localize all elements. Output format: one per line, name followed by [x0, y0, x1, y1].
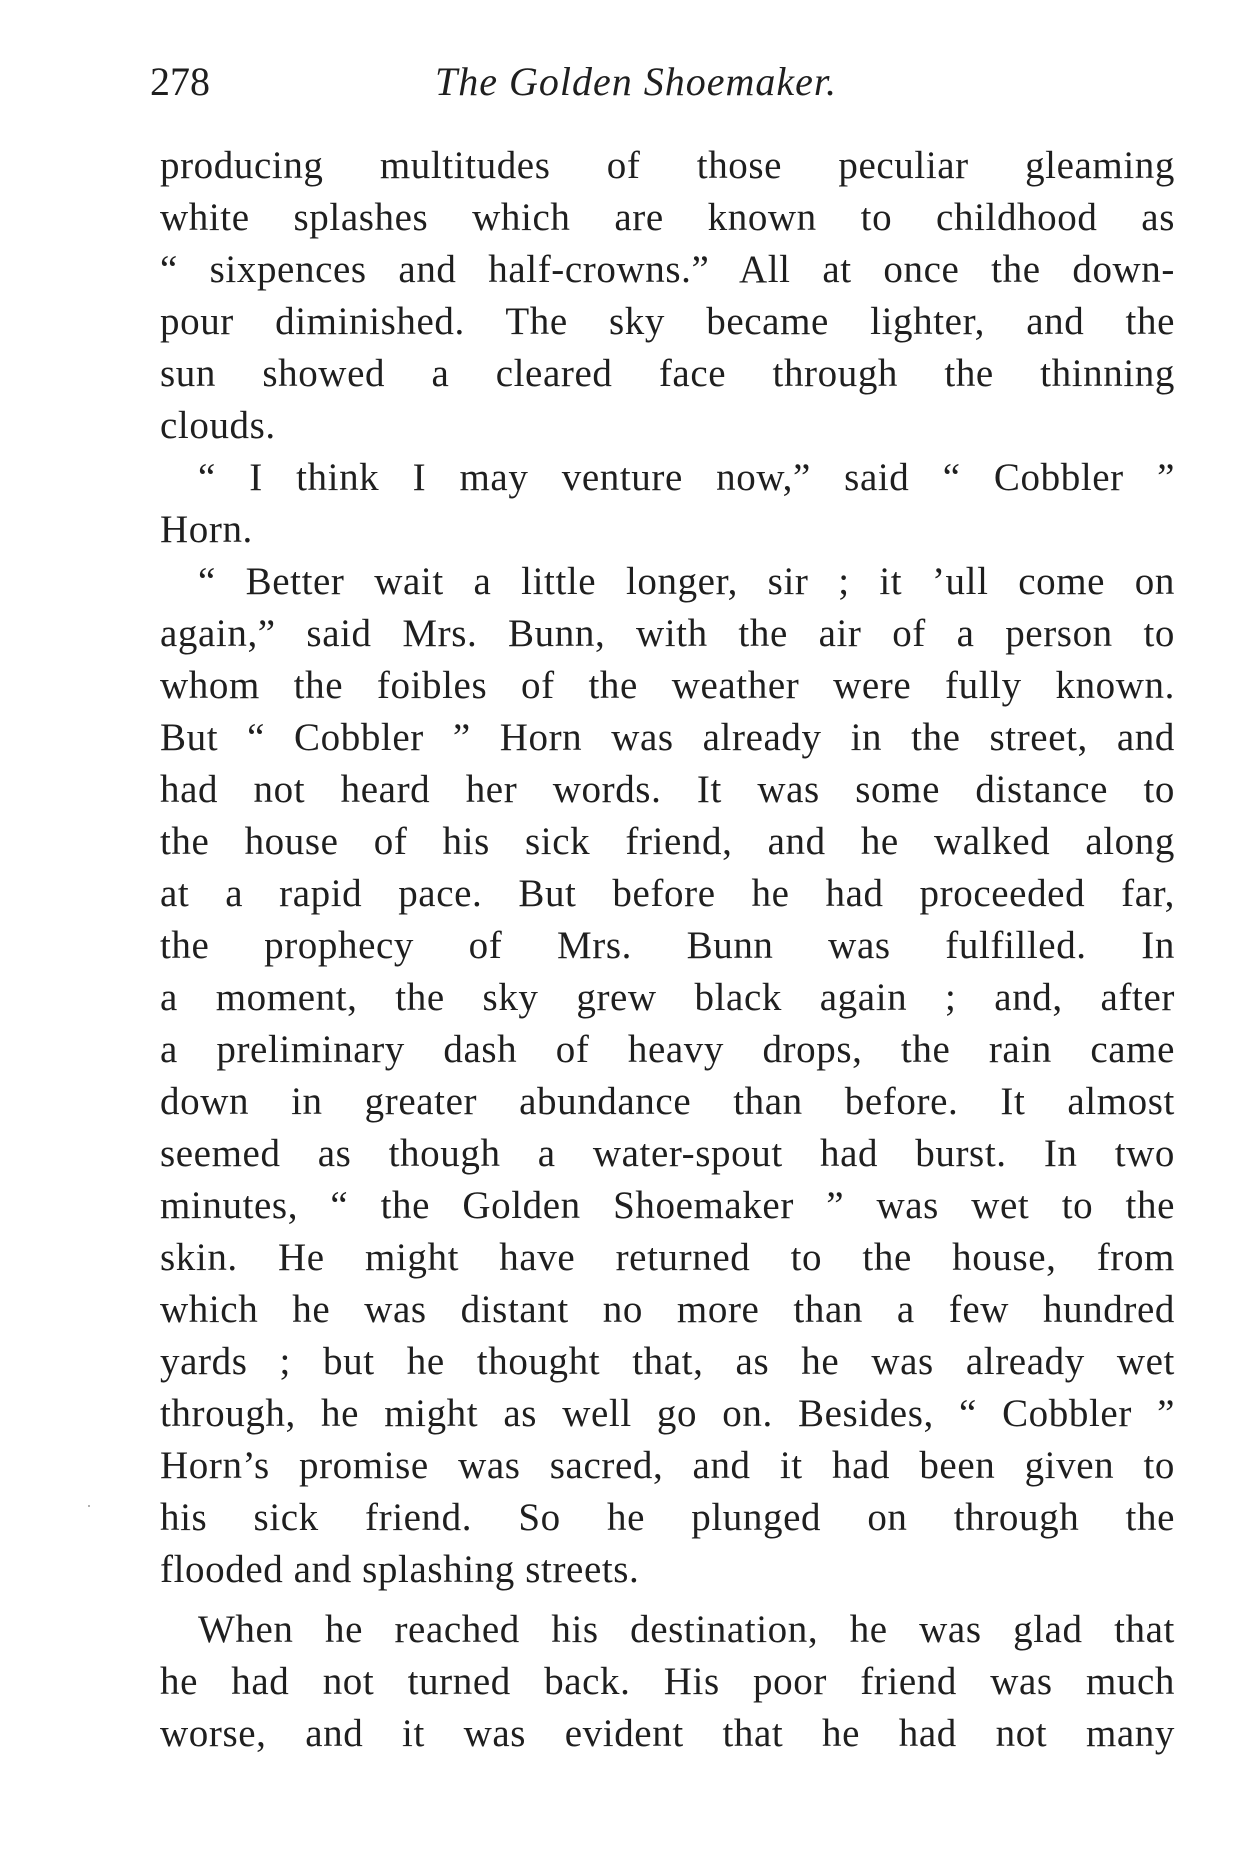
text-line: flooded and splashing streets.: [160, 1548, 640, 1591]
text-line: his sick friend. So he plunged on through the: [160, 1496, 1175, 1539]
paper-speck: [88, 1505, 90, 1507]
text-line: yards ; but he thought that, as he was already wet: [160, 1340, 1175, 1383]
text-line: again,” said Mrs. Bunn, with the air of a person to: [160, 612, 1175, 655]
running-head: [150, 52, 1050, 112]
text-line: whom the foibles of the weather were fully known.: [160, 664, 1175, 707]
text-line: the house of his sick friend, and he walked along: [160, 820, 1175, 863]
text-line: worse, and it was evident that he had not many: [160, 1712, 1175, 1755]
text-line: skin. He might have returned to the house, from: [160, 1236, 1175, 1279]
text-line: down in greater abundance than before. It almost: [160, 1080, 1175, 1123]
text-line: “ Better wait a little longer, sir ; it ’ull come on: [198, 560, 1175, 603]
text-line: sun showed a cleared face through the thinning: [160, 352, 1175, 395]
text-line: he had not turned back. His poor friend was much: [160, 1660, 1175, 1703]
text-line: “ I think I may venture now,” said “ Cobbler ”: [198, 456, 1175, 499]
text-line: a preliminary dash of heavy drops, the rain came: [160, 1028, 1175, 1071]
paragraph: [160, 1604, 1175, 1760]
text-line: white splashes which are known to childhood as: [160, 196, 1175, 239]
text-line: Horn.: [160, 508, 253, 551]
text-line: a moment, the sky grew black again ; and, after: [160, 976, 1175, 1019]
text-line: through, he might as well go on. Besides, “ Cobbler ”: [160, 1392, 1175, 1435]
text-line: seemed as though a water-spout had burst. In two: [160, 1132, 1175, 1175]
running-title: The Golden Shoemaker.: [435, 59, 838, 104]
paragraph: [160, 140, 1175, 452]
text-line: had not heard her words. It was some distance to: [160, 768, 1175, 811]
text-line: But “ Cobbler ” Horn was already in the street, and: [160, 716, 1175, 759]
text-line: Horn’s promise was sacred, and it had been given to: [160, 1444, 1175, 1487]
paragraph: [160, 452, 1175, 556]
text-line: When he reached his destination, he was glad that: [198, 1608, 1175, 1651]
paragraph-gap: [160, 1596, 1175, 1604]
text-line: pour diminished. The sky became lighter, and the: [160, 300, 1175, 343]
text-line: minutes, “ the Golden Shoemaker ” was wet to the: [160, 1184, 1175, 1227]
text-line: which he was distant no more than a few hundred: [160, 1288, 1175, 1331]
text-line: at a rapid pace. But before he had proceeded far,: [160, 872, 1175, 915]
text-line: producing multitudes of those peculiar gleaming: [160, 144, 1175, 187]
page-number: 278: [150, 59, 210, 104]
text-line: the prophecy of Mrs. Bunn was fulfilled. In: [160, 924, 1175, 967]
paragraph: [160, 556, 1175, 1596]
body-text: [160, 140, 1175, 1760]
text-line: “ sixpences and half-crowns.” All at once the down-: [160, 248, 1175, 291]
text-line: clouds.: [160, 404, 276, 447]
